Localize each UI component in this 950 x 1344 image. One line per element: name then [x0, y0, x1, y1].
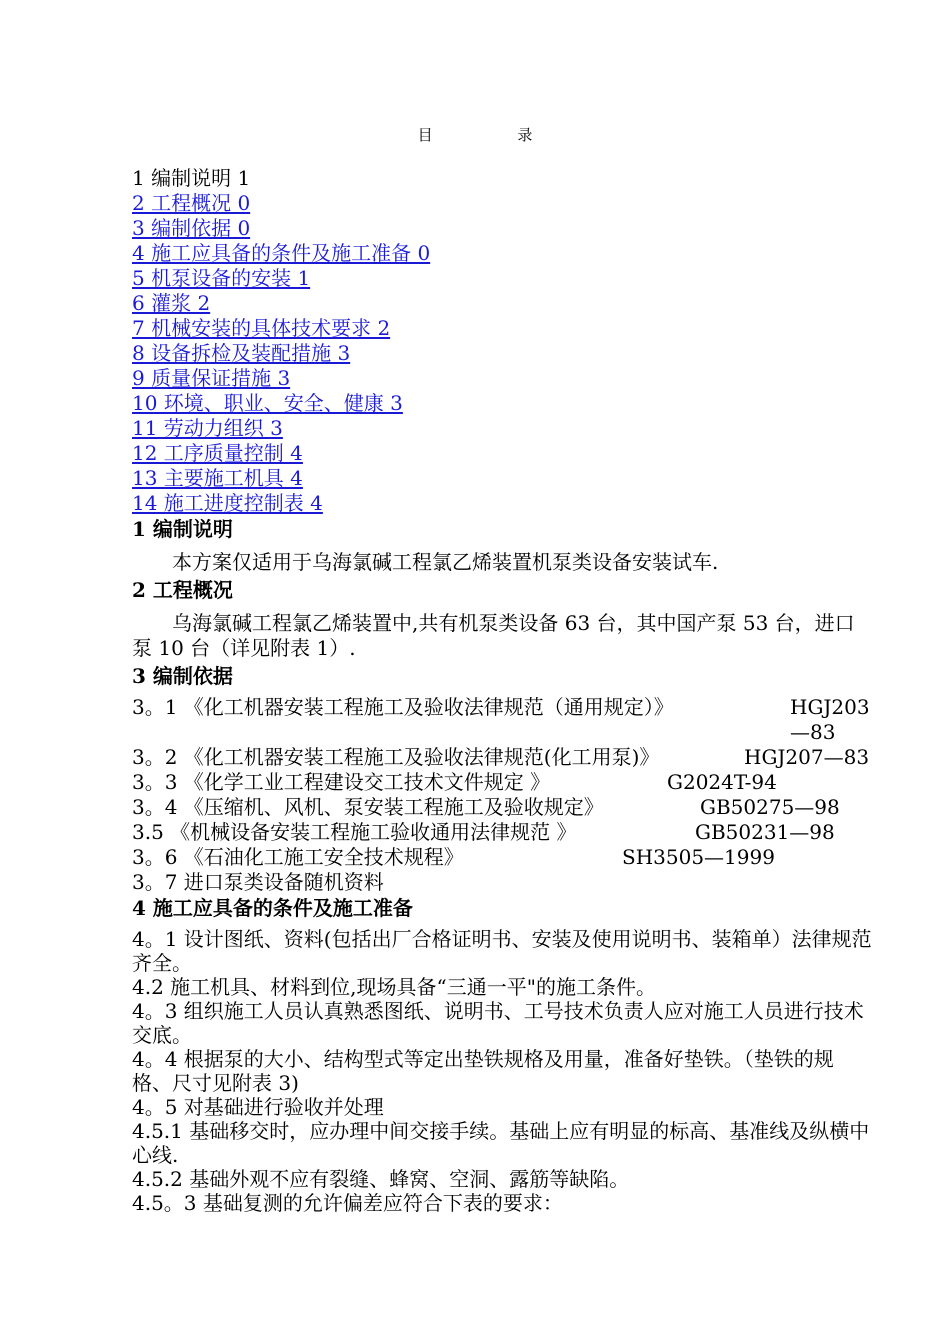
reference-title: 3。1 《化工机器安装工程施工及验收法律规范（通用规定）》 — [132, 695, 674, 719]
reference-title: 3。2 《化工机器安装工程施工及验收法律规范(化工用泵)》 — [132, 745, 660, 769]
reference-title: 3。7 进口泵类设备随机资料 — [132, 870, 384, 894]
reference-item — [132, 820, 872, 845]
toc-entry — [132, 341, 872, 366]
toc-link[interactable]: 2 工程概况 0 — [132, 191, 251, 215]
reference-item — [132, 745, 872, 770]
toc-title: 目 录 — [417, 126, 573, 144]
preparation-item: 4。4 根据泵的大小、结构型式等定出垫铁规格及用量，准备好垫铁。（垫铁的规格、尺寸见附表 3) — [132, 1047, 834, 1095]
toc-link[interactable]: 12 工序质量控制 4 — [132, 441, 303, 465]
toc-entry — [132, 191, 872, 216]
toc-entry — [132, 491, 872, 516]
reference-code: GB50275—98 — [700, 795, 840, 819]
toc-link[interactable]: 10 环境、职业、安全、健康 3 — [132, 391, 403, 415]
toc-link[interactable]: 11 劳动力组织 3 — [132, 416, 283, 440]
section-1-heading: 1 编制说明 — [132, 517, 233, 541]
section-3-heading: 3 编制依据 — [132, 664, 233, 688]
preparation-item: 4.2 施工机具、材料到位,现场具备“三通一平"的施工条件。 — [132, 975, 656, 999]
toc-entry — [132, 241, 872, 266]
toc-entry — [132, 266, 872, 291]
reference-code: SH3505—1999 — [622, 845, 775, 869]
toc-link: 1 编制说明 1 — [132, 166, 251, 190]
toc-entry — [132, 441, 872, 466]
reference-list — [132, 695, 872, 895]
reference-item — [132, 770, 872, 795]
toc-link[interactable]: 3 编制依据 0 — [132, 216, 251, 240]
toc-link[interactable]: 9 质量保证措施 3 — [132, 366, 291, 390]
toc-link[interactable]: 6 灌浆 2 — [132, 291, 211, 315]
toc-link[interactable]: 8 设备拆检及装配措施 3 — [132, 341, 351, 365]
reference-title: 3。4 《压缩机、风机、泵安装工程施工及验收规定》 — [132, 795, 604, 819]
document-body — [132, 166, 872, 1215]
toc-link[interactable]: 7 机械安装的具体技术要求 2 — [132, 316, 391, 340]
toc-entry — [132, 416, 872, 441]
toc-link[interactable]: 14 施工进度控制表 4 — [132, 491, 323, 515]
reference-code: HGJ203—83 — [790, 695, 870, 744]
toc-entry — [132, 166, 872, 191]
toc-link[interactable]: 5 机泵设备的安装 1 — [132, 266, 311, 290]
reference-code: HGJ207—83 — [744, 745, 870, 769]
preparation-item: 4。3 组织施工人员认真熟悉图纸、说明书、工号技术负责人应对施工人员进行技术交底。 — [132, 999, 864, 1047]
preparation-item: 4.5。3 基础复测的允许偏差应符合下表的要求： — [132, 1191, 563, 1215]
reference-item — [132, 845, 872, 870]
toc-entry — [132, 216, 872, 241]
toc-entry — [132, 291, 872, 316]
toc-link[interactable]: 13 主要施工机具 4 — [132, 466, 303, 490]
toc-entry — [132, 466, 872, 491]
table-of-contents — [132, 166, 872, 516]
section-4-items — [132, 927, 872, 1215]
preparation-item: 4。1 设计图纸、资料(包括出厂合格证明书、安装及使用说明书、装箱单）法律规范齐全。 — [132, 927, 872, 975]
toc-link[interactable]: 4 施工应具备的条件及施工准备 0 — [132, 241, 431, 265]
reference-title: 3。3 《化学工业工程建设交工技术文件规定 》 — [132, 770, 551, 794]
preparation-item: 4。5 对基础进行验收并处理 — [132, 1095, 384, 1119]
reference-code: G2024T-94 — [667, 770, 777, 794]
toc-entry — [132, 316, 872, 341]
section-2-text: 乌海氯碱工程氯乙烯装置中,共有机泵类设备 63 台，其中国产泵 53 台，进口泵 10 台（详见附表 1）. — [132, 611, 855, 660]
preparation-item: 4.5.2 基础外观不应有裂缝、蜂窝、空洞、露筋等缺陷。 — [132, 1167, 630, 1191]
reference-code: GB50231—98 — [695, 820, 835, 844]
section-2-heading: 2 工程概况 — [132, 578, 233, 602]
section-4-heading: 4 施工应具备的条件及施工准备 — [132, 896, 413, 920]
preparation-item: 4.5.1 基础移交时，应办理中间交接手续。基础上应有明显的标高、基准线及纵横中心线. — [132, 1119, 870, 1167]
reference-title: 3。6 《石油化工施工安全技术规程》 — [132, 845, 464, 869]
section-1-text: 本方案仅适用于乌海氯碱工程氯乙烯装置机泵类设备安装试车. — [172, 550, 719, 574]
reference-item — [132, 870, 872, 895]
reference-title: 3.5 《机械设备安装工程施工验收通用法律规范 》 — [132, 820, 577, 844]
reference-item — [132, 695, 872, 745]
toc-entry — [132, 366, 872, 391]
toc-entry — [132, 391, 872, 416]
reference-item — [132, 795, 872, 820]
